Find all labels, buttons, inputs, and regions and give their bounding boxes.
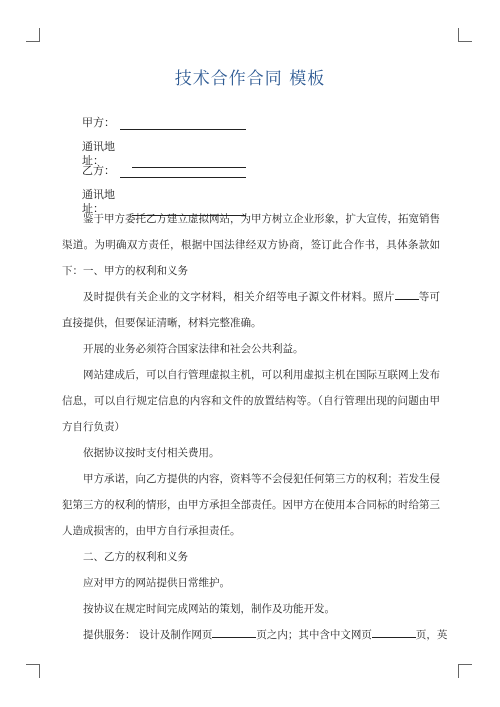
- photo-count-blank: [395, 289, 419, 300]
- party-b-line: [82, 164, 246, 178]
- party-a-address-label: 通讯地址：: [82, 140, 115, 167]
- section-heading-party-b: 二、乙方的权利和义务: [83, 551, 188, 563]
- party-a-line: [82, 116, 246, 130]
- service-text-1: 设计及制作网页: [138, 629, 213, 641]
- party-b-label: 乙方：: [82, 164, 115, 177]
- service-text-3: 页，英: [415, 629, 448, 641]
- service-text-2: 页之内；其中含中文网页: [256, 629, 372, 641]
- party-a-label: 甲方：: [82, 116, 115, 129]
- paragraph-service: [62, 622, 448, 648]
- photo-label: 照片: [373, 291, 395, 303]
- paragraph-maintenance: 应对甲方的网站提供日常维护。: [83, 577, 230, 589]
- service-label: 提供服务：: [83, 629, 136, 641]
- paragraph-development: 按协议在规定时间完成网站的策划，制作及功能开发。: [83, 603, 335, 615]
- party-b-blank: [120, 165, 246, 178]
- paragraph-site-management: 网站建成后，可以自行管理虚拟主机，可以利用虚拟主机在国际互联网上发布信息，可以自行规定信息的内容和文件的放置结构等。（自行管理出现的问题由甲方自行负责）: [62, 369, 440, 433]
- document-title: 技术合作合同 模板: [174, 69, 326, 89]
- preamble-paragraph: 鉴于甲方委托乙方建立虚拟网站，为甲方树立企业形象，扩大宣传，拓宽销售渠道。为明确双方责任，根据中国法律经双方协商，签订此合作书，具体条款如下：: [62, 213, 440, 277]
- paragraph-business-compliance: 开展的业务必须符合国家法律和社会公共利益。: [83, 343, 304, 355]
- paragraph-materials: [62, 284, 440, 336]
- materials-text: 及时提供有关企业的文字材料，相关介绍等电子源文件材料。: [83, 291, 374, 303]
- paragraph-content-warranty: 甲方承诺，向乙方提供的内容，资料等不会侵犯任何第三方的权利；若发生侵犯第三方的权利的情形，由甲方承担全部责任。因甲方在使用本合同标的时给第三人造成损害的，由甲方自行承担责任。: [62, 473, 440, 537]
- materials-text-end: 等可直接提供，但要保证清晰，材料完整准确。: [62, 291, 440, 329]
- party-a-blank: [120, 117, 246, 130]
- total-pages-blank: [212, 627, 256, 638]
- paragraph-payment: 依据协议按时支付相关费用。: [83, 447, 220, 459]
- section-heading-party-a: 一、甲方的权利和义务: [83, 265, 188, 277]
- chinese-pages-blank: [372, 627, 416, 638]
- party-b-address-label: 通讯地址：: [82, 188, 115, 215]
